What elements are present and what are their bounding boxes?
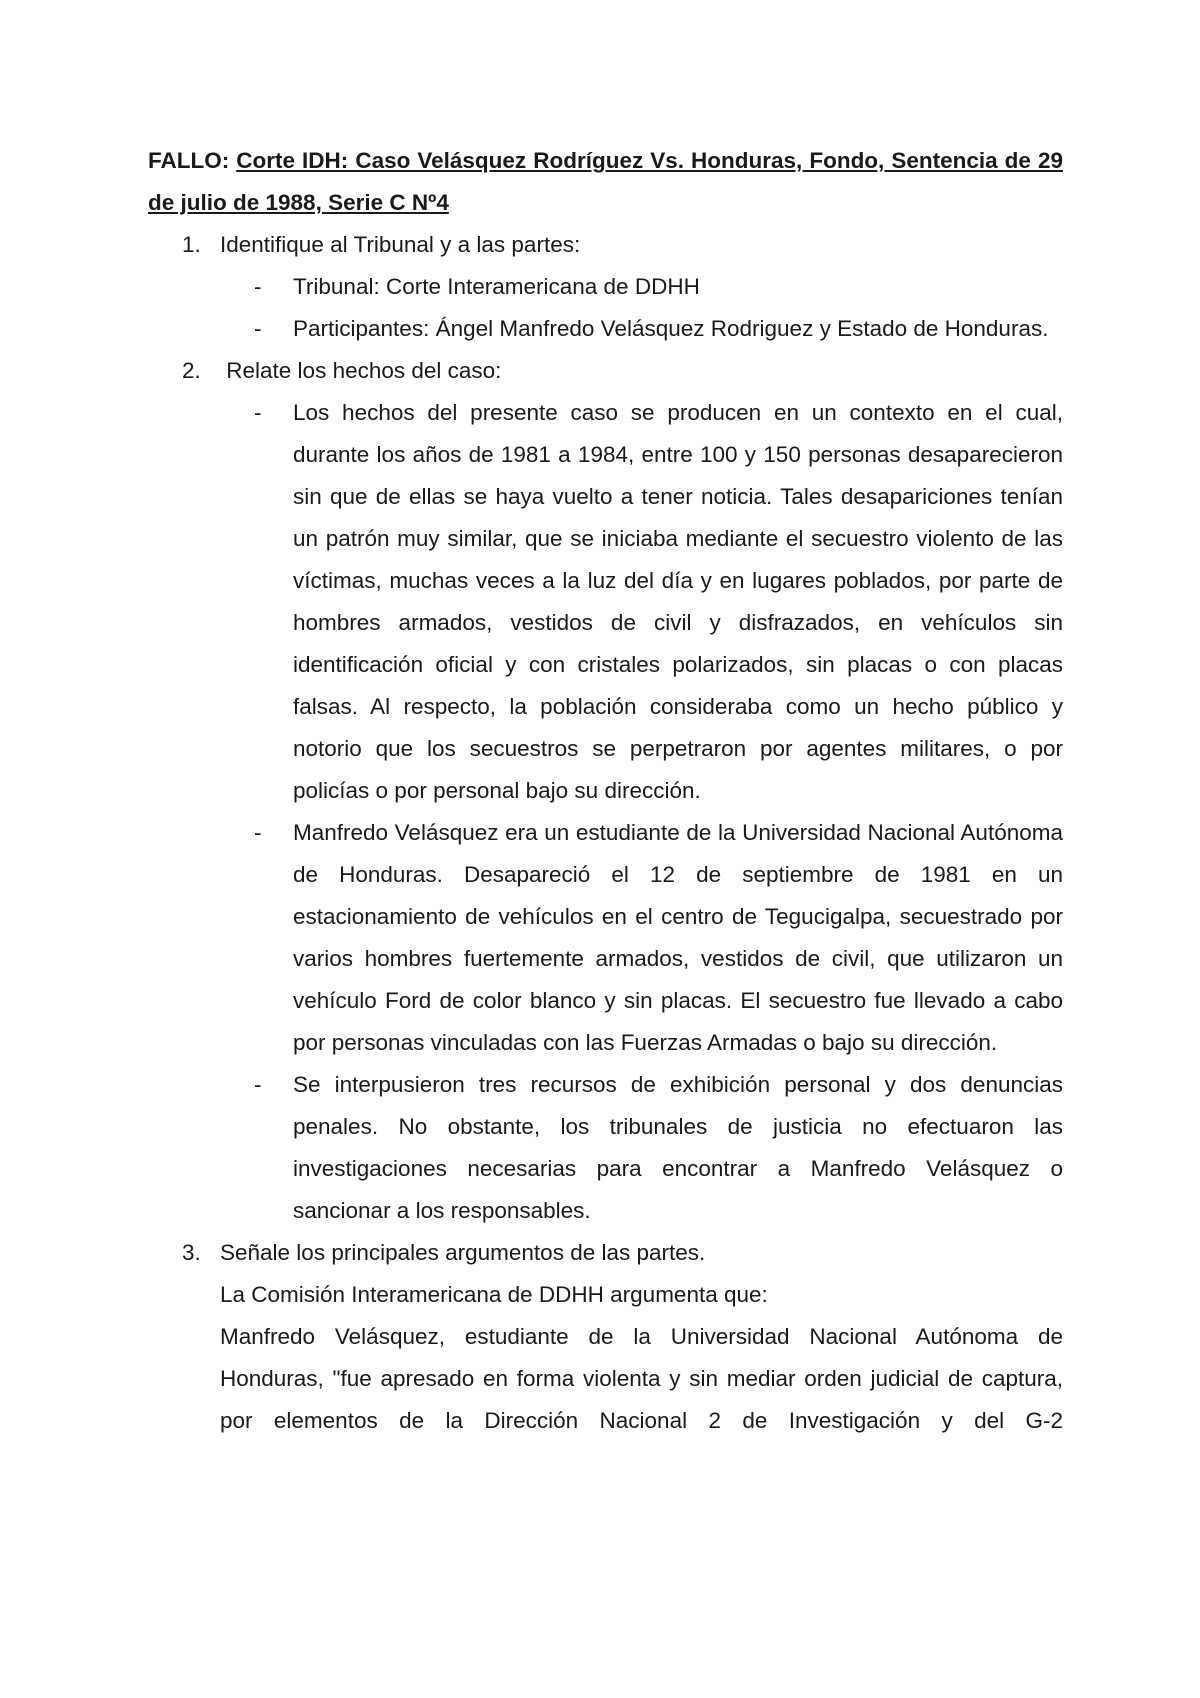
paragraph: Manfredo Velásquez, estudiante de la Universidad Nacional Autónoma de Honduras, "fue apresado en forma violenta y sin mediar orden judicial de captura, por elementos de la Dirección Nacional 2 de Investigación y del G-2 bbox=[220, 1324, 1063, 1433]
case-citation: Corte IDH: Caso Velásquez Rodríguez Vs. Honduras, Fondo, Sentencia de 29 de julio de 1988, Serie C Nº4 bbox=[148, 148, 1063, 215]
document-title bbox=[148, 140, 1063, 224]
bullet-item: - Se interpusieron tres recursos de exhibición personal y dos denuncias penales. No obstante, los tribunales de justicia no efectuaron las investigaciones necesarias para encontrar a Manfredo Velásquez o sancionar a los responsables. bbox=[254, 1072, 1063, 1223]
bullet-item: - Tribunal: Corte Interamericana de DDHH bbox=[254, 274, 700, 299]
bullet-text: Manfredo Velásquez era un estudiante de la Universidad Nacional Autónoma de Honduras. Desapareció el 12 de septiembre de 1981 en un estacionamiento de vehículos en el centro de Tegucigalpa, secuestrado por varios hombres fuertemente armados, vestidos de civil, que utilizaron un vehículo Ford de color blanco y sin placas. El secuestro fue llevado a cabo por personas vinculadas con las Fuerzas Armadas o bajo su dirección. bbox=[293, 820, 1063, 1055]
question-number: 2. bbox=[182, 358, 201, 383]
question-text: Identifique al Tribunal y a las partes: bbox=[220, 232, 581, 257]
bullet-item: - Participantes: Ángel Manfredo Velásquez Rodriguez y Estado de Honduras. bbox=[254, 316, 1049, 341]
paragraph: La Comisión Interamericana de DDHH argumenta que: bbox=[220, 1282, 768, 1307]
bullet-text: Participantes: Ángel Manfredo Velásquez Rodriguez y Estado de Honduras. bbox=[293, 316, 1049, 341]
question-text: Señale los principales argumentos de las partes. bbox=[220, 1240, 706, 1265]
question-number: 3. bbox=[182, 1240, 201, 1265]
question-1 bbox=[148, 224, 1063, 266]
bullet-text: Los hechos del presente caso se producen en un contexto en el cual, durante los años de 1981 a 1984, entre 100 y 150 personas desaparecieron sin que de ellas se haya vuelto a tener noticia. Tales desapariciones tenían un patrón muy similar, que se iniciaba mediante el secuestro violento de las víctimas, muchas veces a la luz del día y en lugares poblados, por parte de hombres armados, vestidos de civil y disfrazados, en vehículos sin identificación oficial y con cristales polarizados, sin placas o con placas falsas. Al respecto, la población consideraba como un hecho público y notorio que los secuestros se perpetraron por agentes militares, o por policías o por personal bajo su dirección. bbox=[293, 400, 1063, 803]
bullet-item: - Los hechos del presente caso se producen en un contexto en el cual, durante los años de 1981 a 1984, entre 100 y 150 personas desaparecieron sin que de ellas se haya vuelto a tener noticia. Tales desapariciones tenían un patrón muy similar, que se iniciaba mediante el secuestro violento de las víctimas, muchas veces a la luz del día y en lugares poblados, por parte de hombres armados, vestidos de civil y disfrazados, en vehículos sin identificación oficial y con cristales polarizados, sin placas o con placas falsas. Al respecto, la población consideraba como un hecho público y notorio que los secuestros se perpetraron por agentes militares, o por policías o por personal bajo su dirección. bbox=[254, 400, 1063, 803]
title-prefix: FALLO: bbox=[148, 148, 230, 173]
question-text: Relate los hechos del caso: bbox=[226, 358, 502, 383]
document-page bbox=[148, 140, 1063, 1442]
question-2 bbox=[148, 350, 1063, 392]
bullet-text: Se interpusieron tres recursos de exhibición personal y dos denuncias penales. No obstante, los tribunales de justicia no efectuaron las investigaciones necesarias para encontrar a Manfredo Velásquez o sancionar a los responsables. bbox=[293, 1072, 1063, 1223]
bullet-text: Tribunal: Corte Interamericana de DDHH bbox=[293, 274, 700, 299]
question-number: 1. bbox=[182, 232, 201, 257]
question-3 bbox=[148, 1232, 1063, 1274]
bullet-item: - Manfredo Velásquez era un estudiante de la Universidad Nacional Autónoma de Honduras. Desapareció el 12 de septiembre de 1981 en un estacionamiento de vehículos en el centro de Tegucigalpa, secuestrado por varios hombres fuertemente armados, vestidos de civil, que utilizaron un vehículo Ford de color blanco y sin placas. El secuestro fue llevado a cabo por personas vinculadas con las Fuerzas Armadas o bajo su dirección. bbox=[254, 820, 1063, 1055]
